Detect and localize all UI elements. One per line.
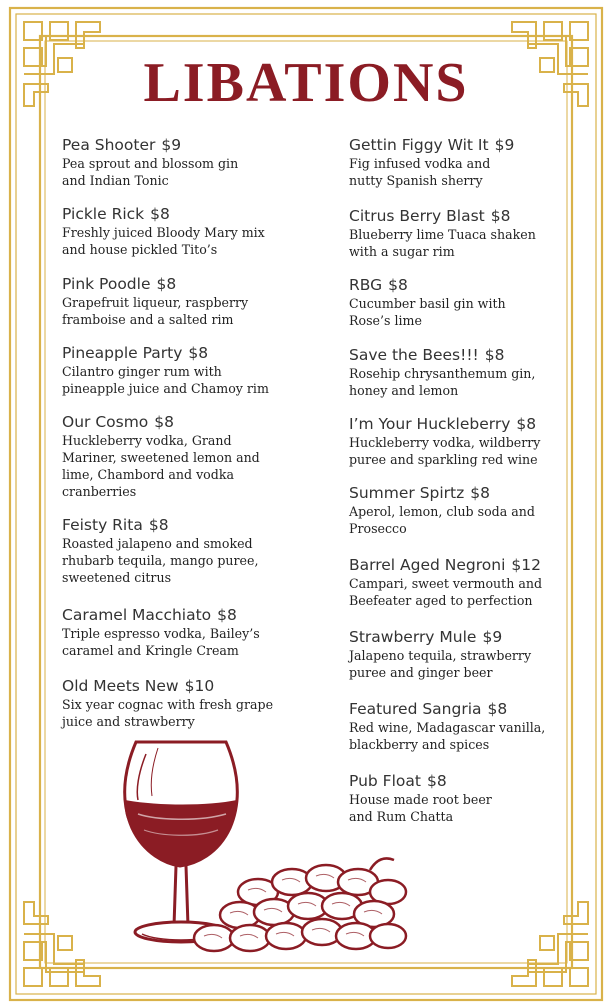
menu-item-price: $8 (188, 344, 209, 362)
menu-item-heading (349, 276, 579, 295)
wine-illustration (108, 730, 418, 960)
menu-item (349, 346, 579, 399)
menu-item-description: Blueberry lime Tuaca shaken (349, 227, 536, 242)
menu-item-heading (349, 556, 579, 575)
menu-item-name: Citrus Berry Blast (349, 207, 485, 225)
menu-item (62, 136, 322, 189)
menu-item-name: Pub Float (349, 772, 421, 790)
menu-item-name: Pineapple Party (62, 344, 183, 362)
menu-item-price: $9 (482, 628, 503, 646)
menu-item-description: puree and sparkling red wine (349, 452, 538, 467)
menu-item-price: $8 (150, 205, 170, 223)
menu-item-name: RBG (349, 276, 383, 294)
menu-item-description: Huckleberry vodka, Grand (62, 433, 232, 448)
menu-item (349, 136, 579, 189)
menu-item-name: Gettin Figgy Wit It (349, 136, 489, 154)
menu-item-price: $8 (148, 516, 169, 534)
menu-item-price: $8 (154, 413, 175, 431)
menu-item-description: Six year cognac with fresh grape (62, 697, 274, 712)
menu-item-name: Summer Spirtz (349, 484, 465, 502)
menu-item-description: caramel and Kringle Cream (62, 643, 239, 658)
menu-item (62, 677, 322, 730)
menu-item-name: Feisty Rita (62, 516, 143, 534)
menu-item-name: Featured Sangria (349, 700, 482, 718)
menu-item-description: juice and strawberry (62, 714, 195, 729)
menu-item-description: Huckleberry vodka, wildberry (349, 435, 541, 450)
menu-item-description: and house pickled Tito’s (62, 242, 218, 257)
menu-item-description: Prosecco (349, 521, 407, 536)
menu-item (62, 205, 322, 258)
menu-item (349, 207, 579, 260)
menu-item-name: Pea Shooter (62, 136, 156, 154)
menu-item-description: Jalapeno tequila, strawberry (349, 648, 532, 663)
menu-item-heading (349, 415, 579, 434)
menu-item (62, 413, 322, 500)
menu-item-description: Red wine, Madagascar vanilla, (349, 720, 546, 735)
menu-item-heading (62, 205, 322, 224)
menu-item-price: $9 (494, 136, 515, 154)
menu-item (62, 606, 322, 659)
menu-item-name: Barrel Aged Negroni (349, 556, 506, 574)
menu-item-price: $8 (516, 415, 537, 433)
menu-item-heading (349, 700, 579, 719)
menu-item (62, 275, 322, 328)
menu-item-description: nutty Spanish sherry (349, 173, 483, 188)
menu-item-heading (349, 346, 579, 365)
menu-item-price: $8 (156, 275, 177, 293)
menu-item-description: Rose’s lime (349, 313, 422, 328)
menu-item-description: Grapefruit liqueur, raspberry (62, 295, 249, 310)
menu-item (349, 556, 579, 609)
menu-item-description: honey and lemon (349, 383, 459, 398)
menu-item-price: $8 (426, 772, 447, 790)
menu-item-description: Triple espresso vodka, Bailey’s (62, 626, 260, 641)
menu-item-name: Save the Bees!!! (349, 346, 479, 364)
menu-item-description: pineapple juice and Chamoy rim (62, 381, 269, 396)
menu-item (349, 484, 579, 537)
menu-item-name: Strawberry Mule (349, 628, 477, 646)
menu-item-heading (62, 344, 322, 363)
menu-item-heading (62, 516, 322, 535)
menu-item-description: Fig infused vodka and (349, 156, 491, 171)
menu-item-name: Pickle Rick (62, 205, 145, 223)
menu-item-description: framboise and a salted rim (62, 312, 234, 327)
menu-item-description: and Indian Tonic (62, 173, 169, 188)
menu-item-description: lime, Chambord and vodka (62, 467, 234, 482)
menu-item-description: Aperol, lemon, club soda and (349, 504, 535, 519)
menu-item-heading (62, 136, 322, 155)
menu-item-description: Freshly juiced Bloody Mary mix (62, 225, 265, 240)
menu-item-description: and Rum Chatta (349, 809, 454, 824)
menu-item-price: $12 (511, 556, 541, 574)
menu-item-price: $8 (217, 606, 237, 624)
menu-item-heading (62, 677, 322, 696)
menu-item-heading (62, 606, 322, 625)
menu-item-description: Mariner, sweetened lemon and (62, 450, 260, 465)
menu-item-description: House made root beer (349, 792, 492, 807)
menu-item-price: $9 (161, 136, 182, 154)
menu-item-name: Old Meets New (62, 677, 179, 695)
menu-item-price: $10 (184, 677, 215, 695)
menu-item-price: $8 (487, 700, 508, 718)
menu-item-name: Pink Poodle (62, 275, 151, 293)
menu-item (349, 415, 579, 468)
page-title: LIBATIONS (143, 52, 469, 114)
menu-item (62, 344, 322, 397)
menu-item-description: Beefeater aged to perfection (349, 593, 533, 608)
menu-item-heading (62, 413, 322, 432)
menu-item-description: Cucumber basil gin with (349, 296, 506, 311)
menu-item-name: Our Cosmo (62, 413, 149, 431)
grapes-icon (194, 858, 406, 951)
menu-item-name: I’m Your Huckleberry (349, 415, 511, 433)
menu-item (62, 516, 322, 586)
menu-item-description: rhubarb tequila, mango puree, (62, 553, 259, 568)
menu-item-heading (62, 275, 322, 294)
menu-item-description: cranberries (62, 484, 137, 499)
menu-item-description: Rosehip chrysanthemum gin, (349, 366, 536, 381)
menu-item-price: $8 (388, 276, 408, 294)
menu-item-description: puree and ginger beer (349, 665, 493, 680)
menu-item-name: Caramel Macchiato (62, 606, 212, 624)
menu-item-price: $8 (470, 484, 491, 502)
menu-item-description: with a sugar rim (349, 244, 455, 259)
menu-item-description: Roasted jalapeno and smoked (62, 536, 253, 551)
menu-item-description: blackberry and spices (349, 737, 490, 752)
menu-item-description: sweetened citrus (62, 570, 172, 585)
menu-item-heading (349, 136, 579, 155)
menu-item-heading (349, 484, 579, 503)
menu-item-price: $8 (490, 207, 511, 225)
menu-item-heading (349, 628, 579, 647)
menu-item-price: $8 (484, 346, 505, 364)
menu-item-description: Campari, sweet vermouth and (349, 576, 543, 591)
menu-item-description: Cilantro ginger rum with (62, 364, 222, 379)
menu-item-description: Pea sprout and blossom gin (62, 156, 239, 171)
menu-item (349, 276, 579, 329)
menu-item (349, 628, 579, 681)
menu-item-heading (349, 207, 579, 226)
